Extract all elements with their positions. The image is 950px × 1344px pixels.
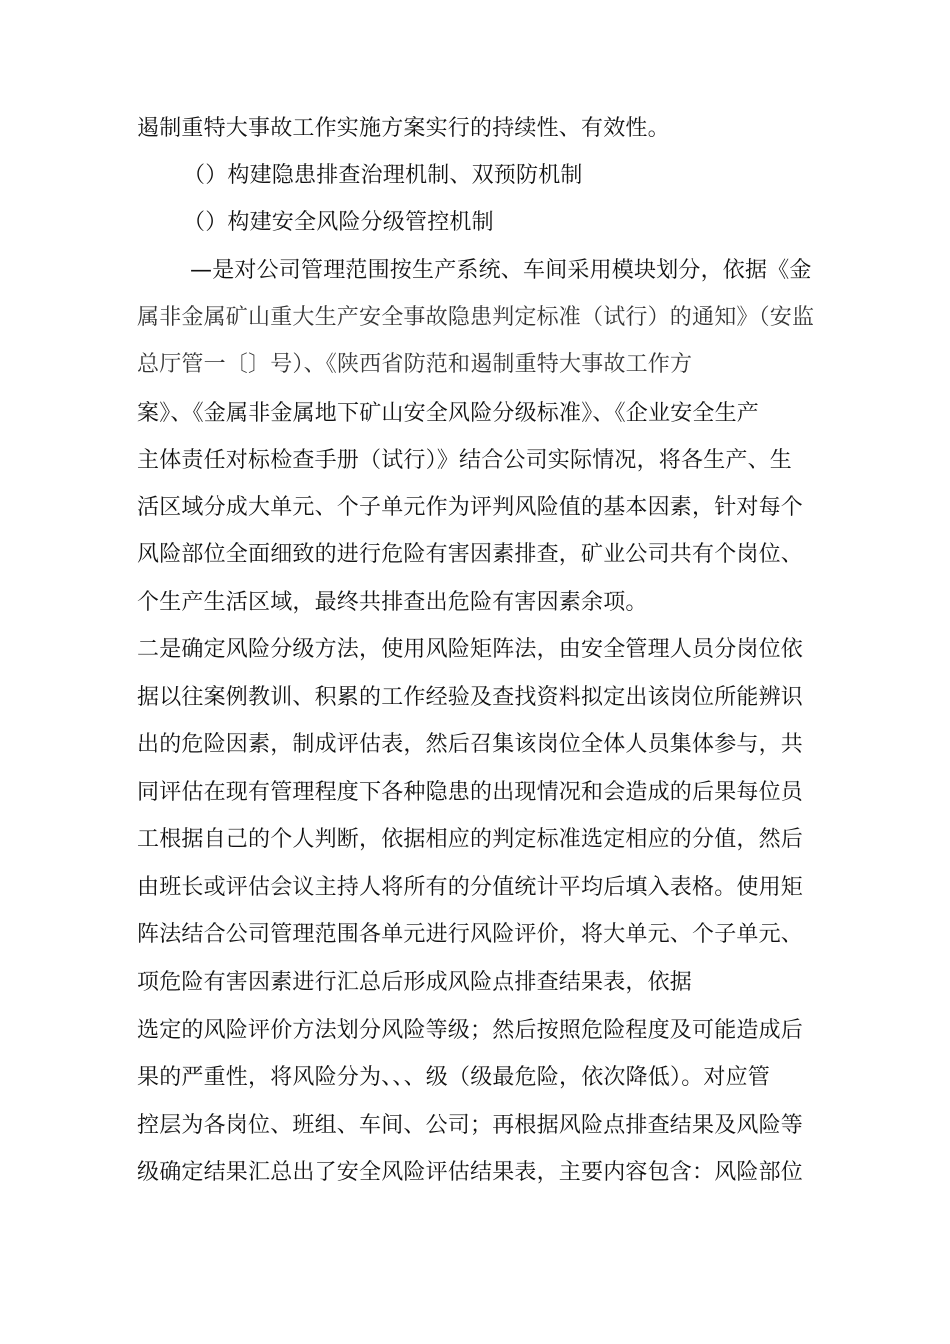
text-line-16: 工根据自己的个人判断，依据相应的判定标准选定相应的分值，然后 — [137, 827, 804, 852]
text-line-7: 案》、《金属非金属地下矿山安全风险分级标准》、《企业安全生产 — [137, 401, 760, 426]
text-line-9: 活区域分成大单元、个子单元作为评判风险值的基本因素，针对每个 — [137, 495, 804, 520]
text-line-23: 级确定结果汇总出了安全风险评估结果表，主要内容包含：风险部位 — [137, 1160, 804, 1185]
text-line-14: 出的危险因素，制成评估表，然后召集该岗位全体人员集体参与，共 — [137, 732, 804, 757]
text-line-4: —是对公司管理范围按生产系统、车间采用模块划分，依据《金 — [190, 258, 812, 283]
text-line-19: 项危险有害因素进行汇总后形成风险点排查结果表，依据 — [137, 970, 693, 995]
text-line-2: （）构建隐患排查治理机制、双预防机制 — [183, 163, 583, 188]
text-line-22: 控层为各岗位、班组、车间、公司；再根据风险点排查结果及风险等 — [137, 1113, 804, 1138]
text-line-15: 同评估在现有管理程度下各种隐患的出现情况和会造成的后果每位员 — [137, 780, 804, 805]
text-line-8: 主体责任对标检查手册（试行）》结合公司实际情况，将各生产、生 — [137, 448, 793, 473]
text-line-5: 属非金属矿山重大生产安全事故隐患判定标准（试行）的通知》（安监 — [137, 305, 815, 330]
text-line-6: 总厅管一〔〕号）、《陕西省防范和遏制重特大事故工作方 — [137, 352, 693, 377]
text-line-20: 选定的风险评价方法划分风险等级；然后按照危险程度及可能造成后 — [137, 1018, 804, 1043]
text-line-1: 遏制重特大事故工作实施方案实行的持续性、有效性。 — [137, 116, 670, 141]
text-line-13: 据以往案例教训、积累的工作经验及查找资料拟定出该岗位所能辨识 — [137, 685, 804, 710]
text-line-11: 个生产生活区域，最终共排查出危险有害因素余项。 — [137, 590, 648, 615]
text-line-21: 果的严重性，将风险分为、、、级（级最危险，依次降低）。对应管 — [137, 1065, 771, 1090]
text-line-18: 阵法结合公司管理范围各单元进行风险评价，将大单元、个子单元、 — [137, 922, 804, 947]
text-line-3: （）构建安全风险分级管控机制 — [183, 210, 494, 235]
text-line-12: 二是确定风险分级方法，使用风险矩阵法，由安全管理人员分岗位依 — [137, 637, 804, 662]
text-line-17: 由班长或评估会议主持人将所有的分值统计平均后填入表格。使用矩 — [137, 875, 804, 900]
text-line-10: 风险部位全面细致的进行危险有害因素排查，矿业公司共有个岗位、 — [137, 542, 804, 567]
